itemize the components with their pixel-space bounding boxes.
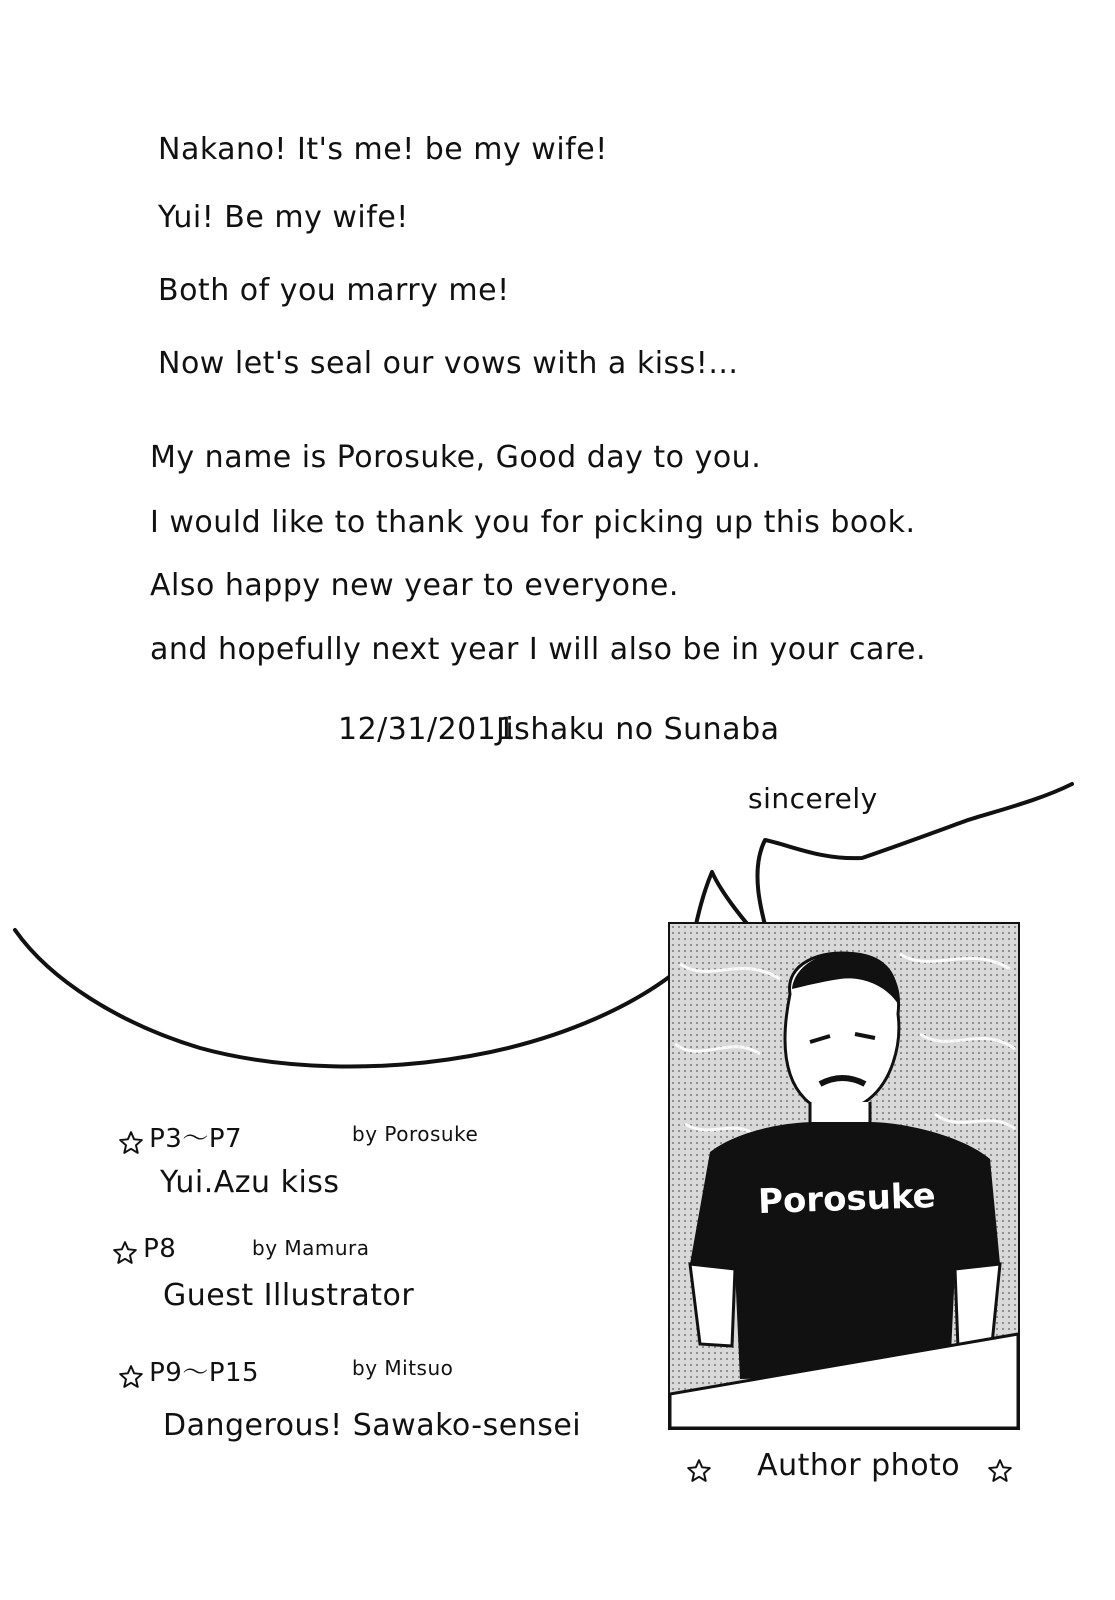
afterword-line-2: I would like to thank you for picking up this book. <box>150 505 916 540</box>
afterword-date: 12/31/2011 <box>338 712 516 747</box>
afterword-line-4: and hopefully next year I will also be in your care. <box>150 632 926 667</box>
credit-1-header <box>118 1118 242 1156</box>
author-photo <box>668 922 1020 1430</box>
star-outline-icon <box>118 1130 144 1156</box>
photo-caption <box>686 1448 1013 1484</box>
star-outline-icon <box>686 1458 712 1484</box>
credit-1-author: by Porosuke <box>352 1122 479 1146</box>
credit-1-pages: P3〜P7 <box>149 1124 243 1154</box>
credit-1-title: Yui.Azu kiss <box>160 1165 340 1200</box>
credit-3-author: by Mitsuo <box>352 1356 454 1380</box>
credit-2-title: Guest Illustrator <box>163 1278 415 1313</box>
circle-name: Jishaku no Sunaba <box>496 712 780 747</box>
credit-2-author: by Mamura <box>252 1236 370 1260</box>
credit-3-pages: P9〜P15 <box>149 1358 260 1388</box>
star-outline-icon <box>112 1240 138 1266</box>
author-illustration <box>670 924 1018 1428</box>
photo-caption-text: Author photo <box>757 1448 961 1483</box>
message-line-4: Now let's seal our vows with a kiss!... <box>158 346 739 381</box>
afterword-line-3: Also happy new year to everyone. <box>150 568 679 603</box>
message-line-3: Both of you marry me! <box>158 273 510 308</box>
afterword-line-1: My name is Porosuke, Good day to you. <box>150 440 762 475</box>
credit-3-header <box>118 1352 259 1390</box>
shirt-text: Porosuke <box>757 1175 937 1223</box>
credit-3-title: Dangerous! Sawako-sensei <box>163 1408 582 1443</box>
credit-2-pages: P8 <box>143 1234 177 1264</box>
star-outline-icon <box>987 1458 1013 1484</box>
message-line-1: Nakano! It's me! be my wife! <box>158 132 608 167</box>
star-outline-icon <box>118 1364 144 1390</box>
message-line-2: Yui! Be my wife! <box>158 200 409 235</box>
credit-2-header <box>112 1234 176 1266</box>
signoff: sincerely <box>748 782 878 815</box>
